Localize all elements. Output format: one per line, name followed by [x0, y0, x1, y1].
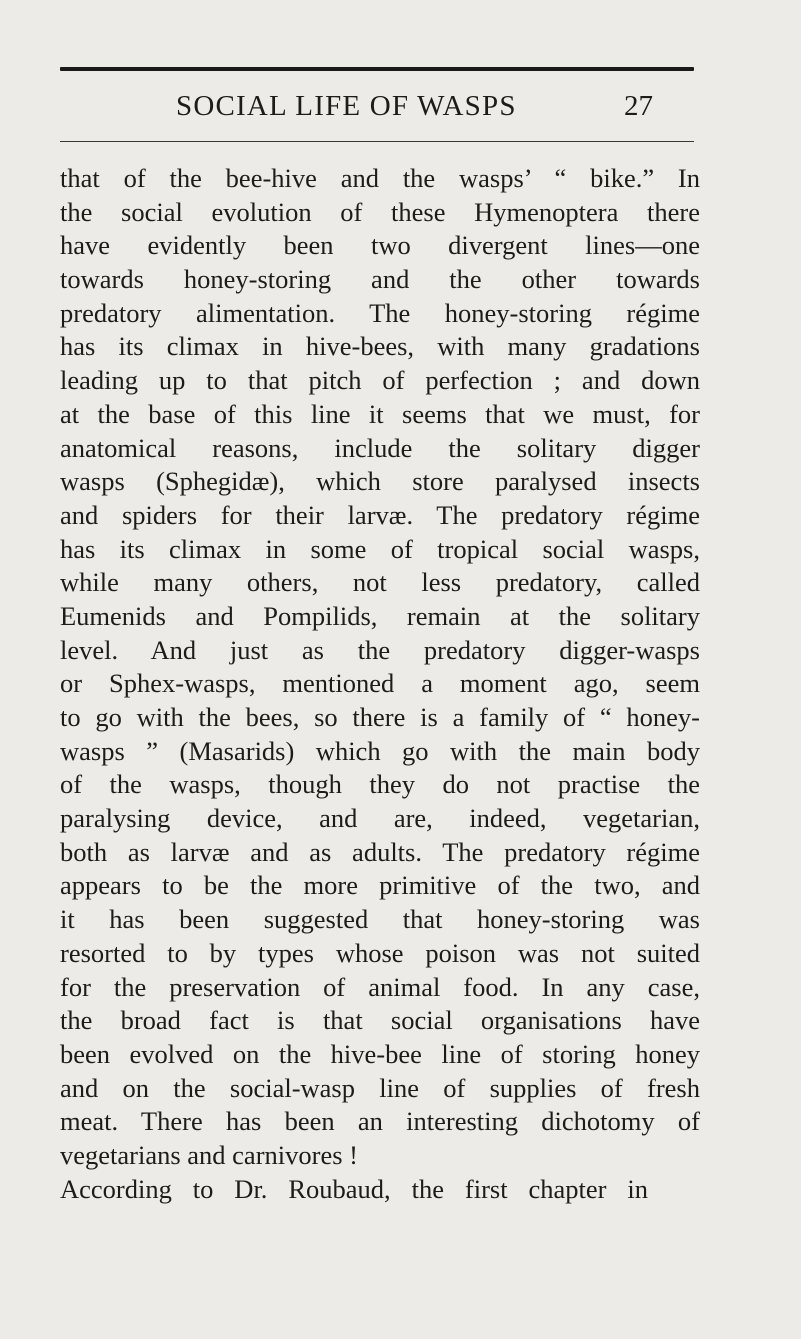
- text-line: that of the bee-hive and the wasps’ “ bike.” In: [60, 163, 700, 193]
- body-text: [60, 162, 700, 1206]
- text-line: paralysing device, and are, indeed, vegetarian,: [60, 803, 700, 834]
- text-line: anatomical reasons, include the solitary digger: [60, 432, 700, 463]
- text-line: appears to be the more primitive of the two, and: [60, 870, 700, 901]
- page-number: 27: [624, 90, 653, 122]
- text-line: while many others, not less predatory, called: [60, 567, 700, 598]
- text-line: have evidently been two divergent lines—one: [60, 230, 700, 261]
- header-top-rule: [60, 67, 694, 71]
- text-line: for the preservation of animal food. In any case,: [60, 971, 700, 1002]
- text-line: leading up to that pitch of perfection ; and down: [60, 365, 700, 396]
- text-line: level. And just as the predatory digger-wasps: [60, 634, 700, 665]
- text-line: the social evolution of these Hymenoptera there: [60, 196, 700, 227]
- text-line: it has been suggested that honey-storing was: [60, 904, 700, 935]
- text-line: meat. There has been an interesting dichotomy of: [60, 1106, 700, 1137]
- text-line: wasps (Sphegidæ), which store paralysed insects: [60, 466, 700, 497]
- text-line: vegetarians and carnivores !: [60, 1139, 358, 1170]
- text-line: has its climax in some of tropical social wasps,: [60, 533, 700, 564]
- text-line: at the base of this line it seems that we must, for: [60, 398, 700, 429]
- page-header: [176, 88, 706, 132]
- text-line: According to Dr. Roubaud, the first chapter in: [60, 1173, 648, 1204]
- text-line: towards honey-storing and the other towards: [60, 264, 700, 295]
- text-line: or Sphex-wasps, mentioned a moment ago, seem: [60, 668, 700, 699]
- header-bottom-rule: [60, 141, 694, 142]
- text-line: the broad fact is that social organisations have: [60, 1005, 700, 1036]
- text-line: resorted to by types whose poison was not suited: [60, 937, 700, 968]
- running-title: SOCIAL LIFE OF WASPS: [176, 90, 517, 122]
- text-line: of the wasps, though they do not practise the: [60, 769, 700, 800]
- text-line: predatory alimentation. The honey-storing régime: [60, 297, 700, 328]
- text-line: Eumenids and Pompilids, remain at the solitary: [60, 600, 700, 631]
- text-line: been evolved on the hive-bee line of storing honey: [60, 1038, 700, 1069]
- text-line: has its climax in hive-bees, with many gradations: [60, 331, 700, 362]
- text-line: and on the social-wasp line of supplies of fresh: [60, 1072, 700, 1103]
- text-line: wasps ” (Masarids) which go with the main body: [60, 735, 700, 766]
- text-line: and spiders for their larvæ. The predatory régime: [60, 499, 700, 530]
- text-line: to go with the bees, so there is a family of “ honey-: [60, 702, 700, 732]
- text-line: both as larvæ and as adults. The predatory régime: [60, 836, 700, 867]
